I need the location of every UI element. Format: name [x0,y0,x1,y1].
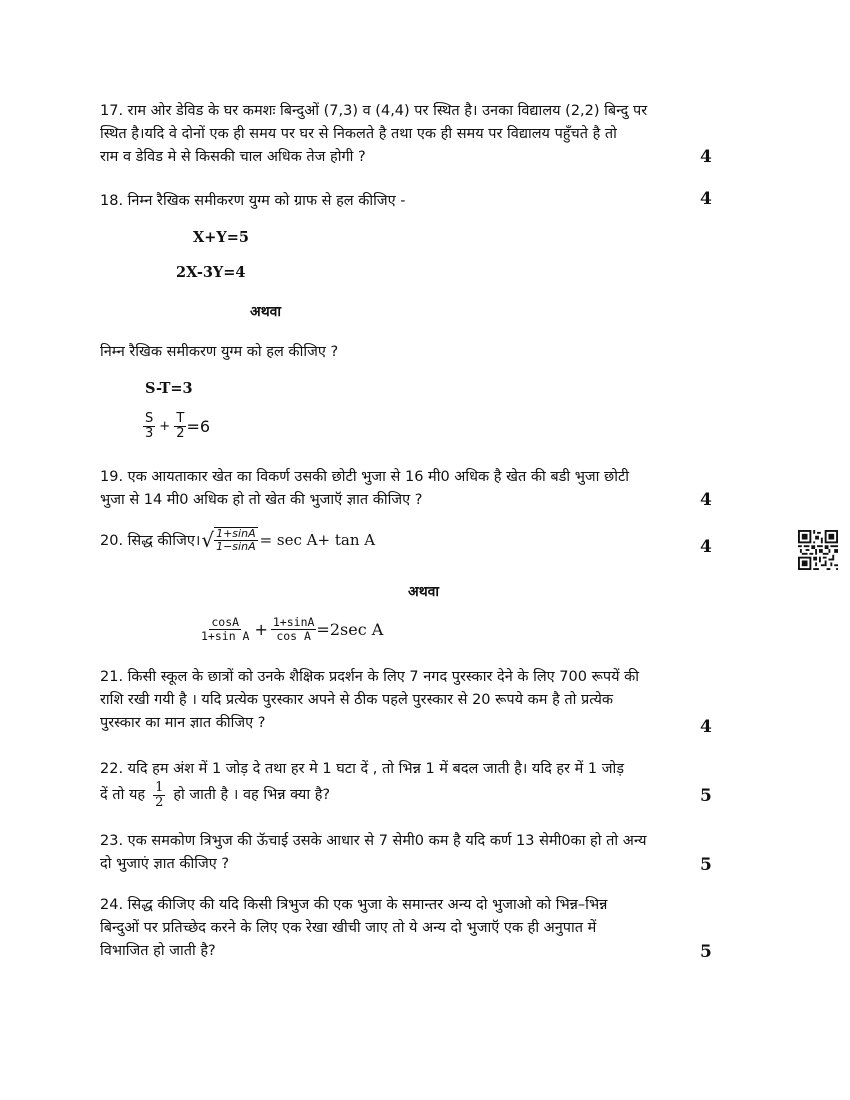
q22-frac-den: 2 [155,795,164,811]
q18-or-label: अथवा [250,304,282,320]
q22-line-2-post: हो जाती है । वह भिन्न क्या है? [173,787,331,804]
q18-alt-text: निम्न रैखिक समीकरण युग्म को हल कीजिए ? [100,344,339,360]
sqrt-symbol: √ [201,528,215,553]
q18-frac2-den: 2 [176,426,185,442]
q21-line-2: राशि रखी गयी है । यदि प्रत्येक पुरस्कार अपने से ठीक पहले पुरस्कार से 20 रूपये कम है तो प्रत्येक [100,692,614,708]
question-21 [100,666,750,735]
q20-alt-frac2-den: cos A [276,628,311,643]
question-24 [100,894,750,963]
q20-alt-fraction-2 [271,616,317,642]
question-20 [100,527,375,553]
q17-marks: 4 [700,147,712,167]
question-19 [100,466,750,512]
q20-alt-equation [199,616,383,642]
question-23 [100,830,750,876]
q22-line-1: 22. यदि हम अंश में 1 जोड़ दे तथा हर मे 1 घटा दें , तो भिन्न 1 में बदल जाती है। यदि हर में 1 जोड़ [100,761,625,777]
q20-alt-plus: + [254,619,268,639]
q22-line-2 [100,781,750,811]
q21-line-1: 21. किसी स्कूल के छात्रों को उनके शैक्षिक प्रदर्शन के लिए 7 नगद पुरस्कार देने के लिए 700 रूपयें की [100,669,640,685]
q22-marks: 5 [700,786,712,806]
q18-frac1-den: 3 [145,426,154,442]
q20-rhs: = sec A+ tan A [259,531,376,550]
q24-marks: 5 [700,942,712,962]
q18-plus: + [159,419,171,435]
q17-line-1: 17. राम ओर डेविड के घर कमशः बिन्दुओं (7,3) व (4,4) पर स्थित है। उनका विद्यालय (2,2) बिन्दु पर [100,103,648,119]
q18-rhs: =6 [186,417,211,437]
q20-or-label: अथवा [408,584,440,600]
q18-text: 18. निम्न रैखिक समीकरण युग्म को ग्राफ से हल कीजिए - [100,193,406,209]
q18-marks: 4 [700,189,712,209]
q20-alt-fraction-1 [199,616,251,642]
q18-alt-equation-2 [143,412,210,442]
q19-line-2: भुजा से 14 मी0 अधिक हो तो खेत की भुजाऍ ज्ञात कीजिए ? [100,492,423,508]
q19-line-1: 19. एक आयताकार खेत का विकर्ण उसकी छोटी भुजा से 16 मी0 अधिक है खेत की बडी भुजा छोटी [100,469,630,485]
q18-frac1-num: S [145,411,154,426]
q20-alt-rhs: =2sec A [316,619,384,639]
question-18 [100,190,750,213]
q22-frac-num: 1 [155,780,164,795]
q17-line-2: स्थित है।यदि वे दोनों एक ही समय पर घर से निकलते है तथा एक ही समय पर विद्यालय पहुँचते है तो [100,126,617,142]
q19-marks: 4 [700,490,712,510]
q20-frac-num: 1+sinA [216,527,256,540]
q22-line-2-pre: दें तो यह [100,787,146,804]
q20-marks: 4 [700,537,712,557]
q18-alt-equation-1: S-T=3 [145,380,193,397]
q24-line-3: विभाजित हो जाती है? [100,943,216,959]
q18-fraction-t2 [174,412,186,442]
q20-alt-frac2-num: 1+sinA [272,615,315,629]
q18-frac2-num: T [176,411,185,426]
q18-equation-1: X+Y=5 [193,229,249,246]
question-17 [100,100,750,169]
q24-line-2: बिन्दुओं पर प्रतिच्छेद करने के लिए एक रेखा खीची जाए तो ये अन्य दो भुजाऍ एक ही अनुपात में [100,920,597,936]
q18-fraction-s3 [143,412,155,442]
q20-fraction [214,527,258,553]
question-22 [100,758,750,811]
q20-alt-frac1-den: 1+sin A [201,628,250,643]
q20-frac-den: 1−sinA [216,540,256,554]
q21-marks: 4 [700,717,712,737]
q18-alternative [100,341,750,364]
q20-text: 20. सिद्ध कीजिए। [100,533,201,550]
q20-alt-frac1-num: cosA [211,615,240,629]
q24-line-1: 24. सिद्ध कीजिए की यदि किसी त्रिभुज की एक भुजा के समान्तर अन्य दो भुजाओ को भिन्न–भिन्न [100,897,608,913]
q21-line-3: पुरस्कार का मान ज्ञात कीजिए ? [100,715,266,731]
q23-marks: 5 [700,855,712,875]
q18-equation-2: 2X-3Y=4 [176,264,246,281]
q23-line-1: 23. एक समकोण त्रिभुज की ऊॅचाई उसके आधार से 7 सेमी0 कम है यदि कर्ण 13 सेमी0का हो तो अन्य [100,833,647,849]
q22-fraction [153,781,165,811]
q17-line-3: राम व डेविड मे से किसकी चाल अधिक तेज होगी ? [100,149,366,165]
q23-line-2: दो भुजाएं ज्ञात कीजिए ? [100,856,230,872]
qr-code-icon [798,530,838,570]
